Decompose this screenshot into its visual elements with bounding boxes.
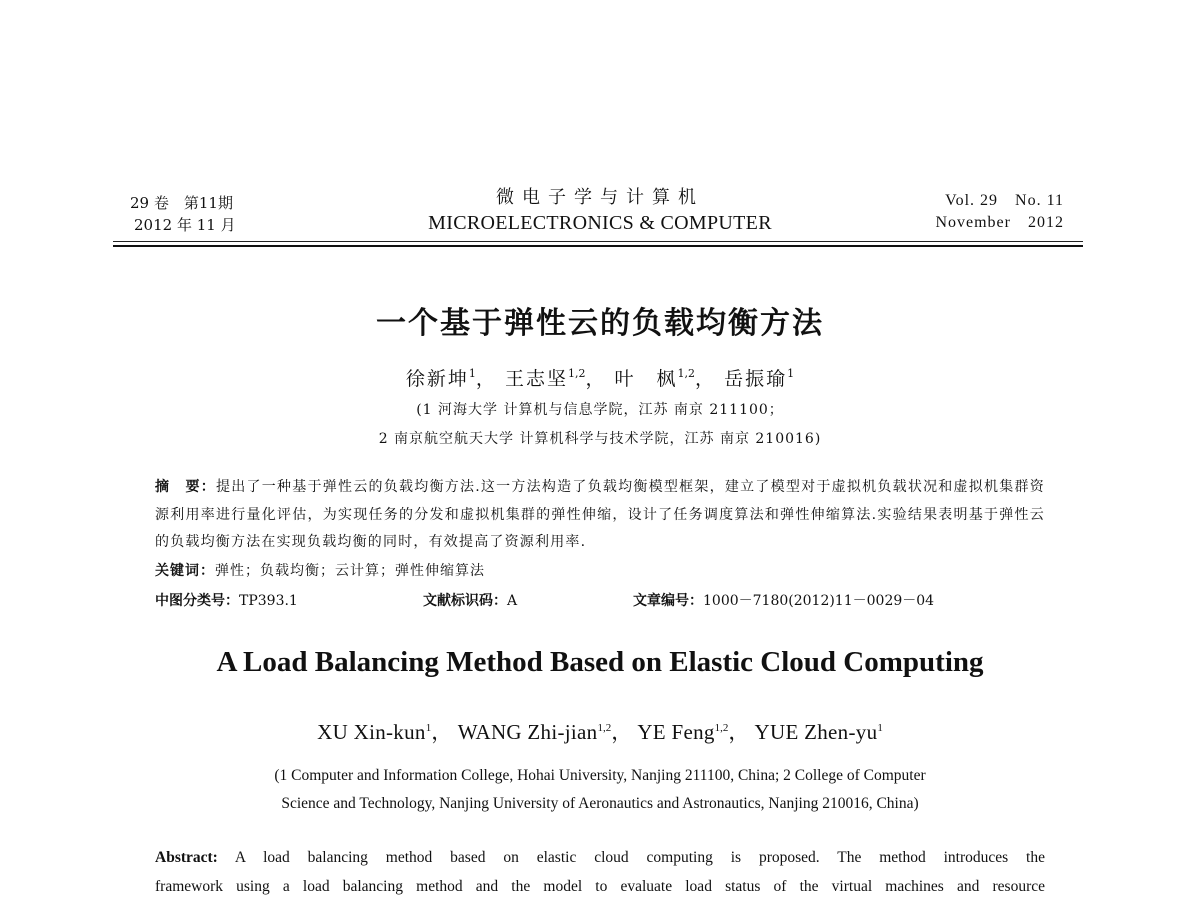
author-affiliation-mark: 1,2 [714, 722, 729, 734]
abstract-en-line: framework using a load balancing method and the model to evaluate load status of the virtual machines and resource [155, 878, 1045, 895]
header-rule-thin [113, 241, 1083, 242]
author-affiliation-mark: 1,2 [597, 722, 612, 734]
affiliation-en-2: Science and Technology, Nanjing University of Aeronautics and Astronautics, Nanjing 210016, China) [281, 795, 919, 812]
abstract-cn [155, 474, 1045, 557]
journal-issue-en [935, 190, 1064, 234]
article-number [633, 590, 934, 610]
abstract-en-line [155, 843, 1045, 872]
clc-code [155, 590, 298, 610]
abstract-text-en: A load balancing method based on elastic cloud computing is proposed. The method introduces the [234, 849, 1045, 866]
author-separator: ， [611, 720, 633, 744]
keywords-cn [155, 560, 485, 580]
author-separator: ， [431, 720, 453, 744]
document-code-label: 文献标识码： [423, 593, 507, 609]
journal-issue-cn [130, 192, 236, 236]
date-cn: 2012 年 11 月 [134, 216, 236, 234]
author-affiliation-mark: 1 [425, 722, 432, 734]
paper-title-cn: 一个基于弹性云的负载均衡方法 [376, 306, 824, 341]
article-number-value: 1000－7180(2012)11－0029－04 [703, 593, 935, 609]
clc-value: TP393.1 [239, 593, 298, 609]
article-number-label: 文章编号： [633, 593, 703, 609]
journal-name [360, 186, 840, 236]
author-name-cn: 叶 枫 [614, 368, 678, 390]
abstract-label-en: Abstract: [155, 849, 218, 866]
author-affiliation-mark: 1 [468, 367, 476, 380]
journal-name-cn: 微电子学与计算机 [496, 187, 704, 208]
abstract-label-cn: 摘 要： [155, 479, 216, 495]
abstract-text-cn: 提出了一种基于弹性云的负载均衡方法.这一方法构造了负载均衡模型框架，建立了模型对于虚拟机负载状况和虚拟机集群资源利用率进行量化评估，为实现任务的分发和虚拟机集群的弹性伸缩，设计了任务调度算法和弹性伸缩算法.实验结果表明基于弹性云的负载均衡方法在实现负载均衡的同时，有效提高了资源利用率. [155, 479, 1045, 550]
author-name-cn: 徐新坤 [405, 368, 469, 390]
keywords-text: 弹性；负载均衡；云计算；弹性伸缩算法 [215, 563, 485, 579]
document-code-value: A [507, 593, 518, 609]
author-name-en: YUE Zhen-yu [754, 720, 878, 744]
author-separator: ， [728, 720, 750, 744]
paper-title-en: A Load Balancing Method Based on Elastic Cloud Computing [216, 646, 984, 678]
author-name-en: YE Feng [637, 720, 715, 744]
affiliation-cn-1: (1 河海大学 计算机与信息学院，江苏 南京 211100； [416, 402, 784, 418]
author-name-cn: 王志坚 [504, 368, 568, 390]
date-en: November 2012 [935, 214, 1064, 231]
affiliation-cn-2: 2 南京航空航天大学 计算机科学与技术学院，江苏 南京 210016) [378, 431, 822, 447]
author-list-cn [0, 364, 1200, 391]
author-name-en: XU Xin-kun [317, 720, 426, 744]
journal-name-en: MICROELECTRONICS & COMPUTER [428, 212, 772, 234]
author-separator: ， [695, 368, 717, 390]
volume-cn: 29 卷 第11期 [130, 194, 233, 212]
author-name-cn: 岳振瑜 [724, 368, 788, 390]
author-name-en: WANG Zhi-jian [457, 720, 598, 744]
abstract-en [155, 843, 1045, 901]
author-affiliation-mark: 1 [877, 722, 883, 734]
clc-label: 中图分类号： [155, 593, 239, 609]
document-code [423, 590, 517, 610]
author-separator: ， [475, 368, 497, 390]
volume-en: Vol. 29 No. 11 [945, 192, 1064, 209]
author-affiliation-mark: 1,2 [677, 367, 696, 380]
author-separator: ， [585, 368, 607, 390]
author-affiliation-mark: 1,2 [567, 367, 586, 380]
header-rule-thick [113, 245, 1083, 247]
keywords-label: 关键词： [155, 563, 215, 579]
affiliation-en-1: (1 Computer and Information College, Hohai University, Nanjing 211100, China; 2 College of Computer [274, 767, 926, 784]
author-list-en [0, 716, 1200, 746]
author-affiliation-mark: 1 [787, 367, 795, 380]
